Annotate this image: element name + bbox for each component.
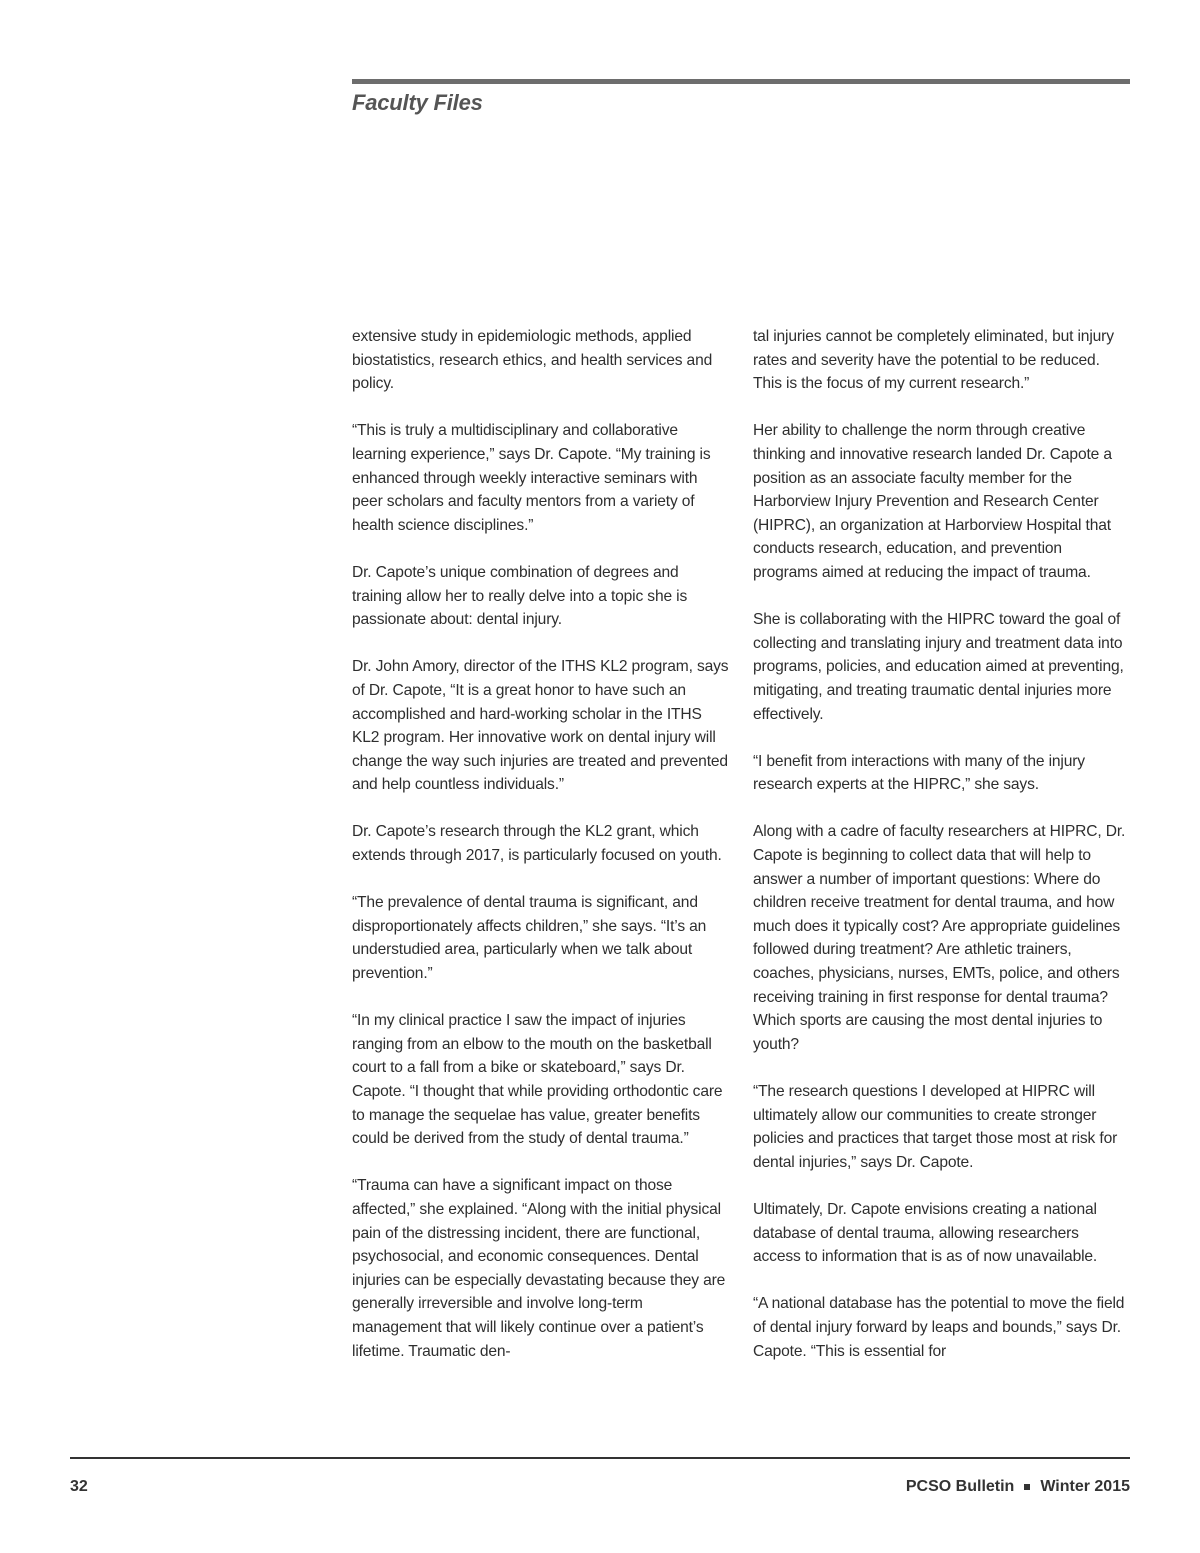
right-column	[753, 325, 1130, 1363]
paragraph: Along with a cadre of faculty researchers at HIPRC, Dr. Capote is beginning to collect data that will help to answer a number of important questions: Where do children receive treatment for dental trauma, and how much does it typically cost? Are appropriate guidelines followed during treatment? Are athletic trainers, coaches, physicians, nurses, EMTs, police, and others receiving training in first response for dental trauma? Which sports are causing the most dental injuries to youth?	[753, 823, 1126, 1053]
running-footer	[906, 1478, 1130, 1496]
paragraph: “The research questions I developed at HIPRC will ultimately allow our communities to create stronger policies and practices that target those most at risk for dental injuries,” says Dr. Capote.	[753, 1083, 1118, 1171]
header-rule	[352, 79, 1130, 84]
paragraph: tal injuries cannot be completely eliminated, but injury rates and severity have the potential to be reduced. This is the focus of my current research.”	[753, 328, 1114, 393]
paragraph: “The prevalence of dental trauma is significant, and disproportionately affects children,” she says. “It’s an understudied area, particularly when we talk about prevention.”	[352, 894, 707, 983]
publication-name: PCSO Bulletin	[905, 1478, 1015, 1495]
footer-rule	[70, 1457, 1130, 1459]
paragraph: Dr. Capote’s unique combination of degrees and training allow her to really delve into a topic she is passionate about: dental injury.	[352, 563, 688, 629]
paragraph: She is collaborating with the HIPRC toward the goal of collecting and translating injury and treatment data into programs, policies, and education aimed at preventing, mitigating, and treating traumatic dental injuries more effectively.	[753, 611, 1124, 723]
paragraph: Ultimately, Dr. Capote envisions creating a national database of dental trauma, allowing researchers access to information that is as of now unavailable.	[753, 1200, 1098, 1266]
paragraph: Dr. Capote’s research through the KL2 grant, which extends through 2017, is particularly focused on youth.	[352, 823, 722, 865]
paragraph: extensive study in epidemiologic methods, applied biostatistics, research ethics, and health services and policy.	[352, 328, 713, 393]
paragraph: “In my clinical practice I saw the impact of injuries ranging from an elbow to the mouth on the basketball court to a fall from a bike or skateboard,” says Dr. Capote. “I thought that while providing orthodontic care to manage the sequelae has value, greater benefits could be derived from the study of dental trauma.”	[352, 1012, 723, 1148]
paragraph: “Trauma can have a significant impact on those affected,” she explained. “Along with the initial physical pain of the distressing incident, there are functional, psychosocial, and economic consequences. Dental injuries can be especially devastating because they are generally irreversible and involve long-term management that will likely continue over a patient’s lifetime. Traumatic den-	[352, 1177, 726, 1360]
section-title: Faculty Files	[352, 90, 483, 115]
paragraph: Her ability to challenge the norm through creative thinking and innovative research landed Dr. Capote a position as an associate faculty member for the Harborview Injury Prevention and Research Center (HIPRC), an organization at Harborview Hospital that conducts research, education, and prevention programs aimed at reducing the impact of trauma.	[753, 422, 1112, 581]
issue-date: Winter 2015	[1040, 1478, 1130, 1495]
left-column	[352, 325, 729, 1363]
paragraph: “I benefit from interactions with many of the injury research experts at the HIPRC,” she says.	[753, 752, 1085, 794]
paragraph: “This is truly a multidisciplinary and collaborative learning experience,” says Dr. Capote. “My training is enhanced through weekly interactive seminars with peer scholars and faculty mentors from a variety of health science disciplines.”	[352, 422, 711, 534]
paragraph: Dr. John Amory, director of the ITHS KL2 program, says of Dr. Capote, “It is a great honor to have such an accomplished and hard-working scholar in the ITHS KL2 program. Her innovative work on dental injury will change the way such injuries are treated and prevented and help countless individuals.”	[352, 658, 729, 794]
separator-square-icon	[1024, 1484, 1030, 1490]
page-number: 32	[70, 1478, 88, 1495]
paragraph: “A national database has the potential to move the field of dental injury forward by leaps and bounds,” says Dr. Capote. “This is essential for	[753, 1295, 1125, 1360]
